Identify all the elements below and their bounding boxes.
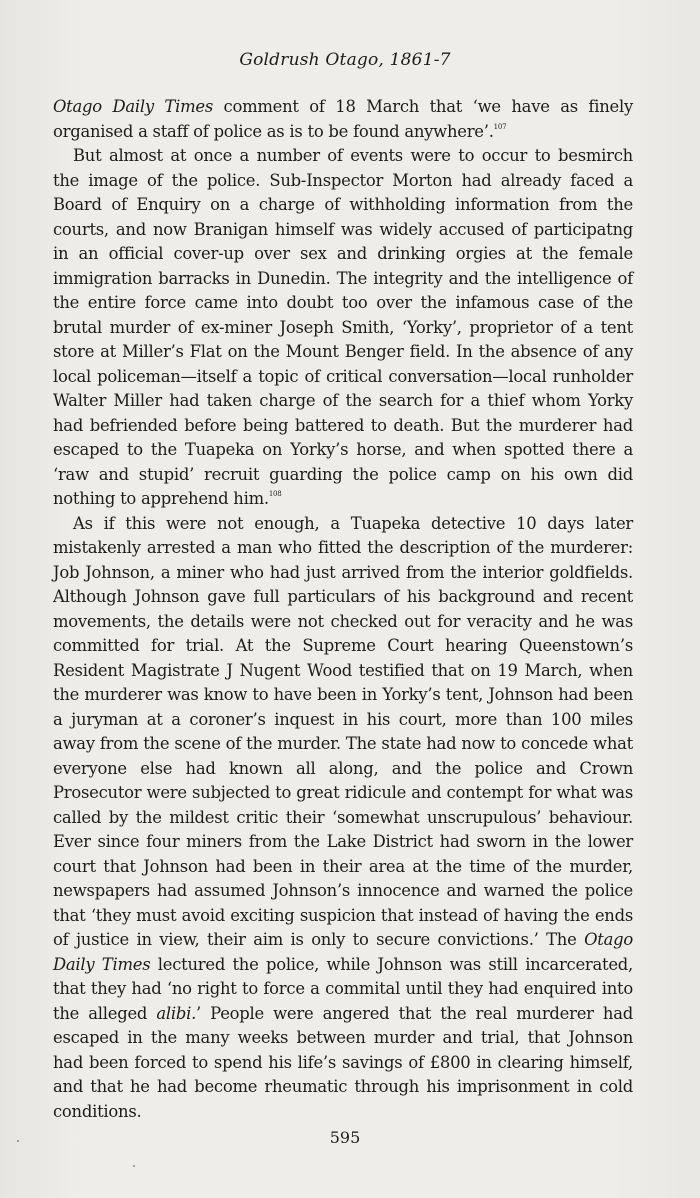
running-head: Goldrush Otago, 1861-7 bbox=[239, 50, 451, 70]
paragraph-3 bbox=[53, 512, 633, 1125]
publication-title: Otago Daily Times bbox=[53, 930, 633, 974]
paragraph-2 bbox=[53, 144, 633, 512]
text-run: As if this were not enough, a Tuapeka detective 10 days later mistakenly arrested a man who fitted the description of the murderer: Job Johnson, a miner who had just arrived from the interior goldfields. Although Johnson gave full particulars of his background and recent movements, the details were not checked out for veracity and he was committed for trial. At the Supreme Court hearing Queenstown’s Resident Magistrate J Nugent Wood testified that on 19 March, when the murderer was know to have been in Yorky’s tent, Johnson had been a juryman at a coroner’s inquest in his court, more than 100 miles away from the scene of the murder. The state had now to concede what everyone else had known all along, and the police and Crown Prosecutor were subjected to great ridicule and contempt for what was called by the mildest critic their ‘somewhat unscrupulous’ behaviour. Ever since four miners from the Lake District had sworn in the lower court that Johnson had been in their area at the time of the murder, newspapers had assumed Johnson’s innocence and warned the police that ‘they must avoid exciting suspicion that instead of having the ends of justice in view, their aim is only to secure convictions.’ The bbox=[53, 513, 633, 949]
page-number: 595 bbox=[329, 1128, 361, 1147]
publication-title: Otago Daily Times bbox=[53, 97, 213, 116]
text-run: comment of 18 March that ‘we have as finely organised a staff of police as is to be found anywhere’. bbox=[53, 97, 634, 141]
paragraph-1 bbox=[53, 95, 633, 144]
paper-speck bbox=[133, 1165, 135, 1167]
body-text bbox=[53, 95, 633, 1124]
footnote-ref-107: 107 bbox=[493, 122, 507, 131]
text-run: lectured the police, while Johnson was still incarcerated, that they had ‘no right to force a commital until they had enquired into the alleged bbox=[53, 954, 634, 1023]
text-run: But almost at once a number of events were to occur to besmirch the image of the police. Sub-Inspector Morton had already faced a Board of Enquiry on a charge of withholding information from the courts, and now Branigan himself was widely accused of participatng in an official cover-up over sex and drinking orgies at the female immigration barracks in Dunedin. The integrity and the intelligence of the entire force came into doubt too over the infamous case of the brutal murder of ex-miner Joseph Smith, ‘Yorky’, proprietor of a tent store at Miller’s Flat on the Mount Benger field. In the absence of any local policeman—itself a topic of critical conversation—local runholder Walter Miller had taken charge of the search for a thief whom Yorky had befriended before being battered to death. But the murderer had escaped to the Tuapeka on Yorky’s horse, and when spotted there a ‘raw and stupid’ recruit guarding the police camp on his own did nothing to apprehend him. bbox=[53, 146, 633, 508]
paper-speck bbox=[17, 1140, 19, 1142]
footnote-ref-108: 108 bbox=[268, 490, 282, 498]
emphasis-alibi: alibi. bbox=[156, 1003, 197, 1023]
text-run: ’ People were angered that the real murderer had escaped in the many weeks between murder and trial, that Johnson had been forced to spend his life’s savings of £800 in clearing himself, and that he had become rheumatic through his imprisonment in cold conditions. bbox=[53, 1003, 633, 1121]
